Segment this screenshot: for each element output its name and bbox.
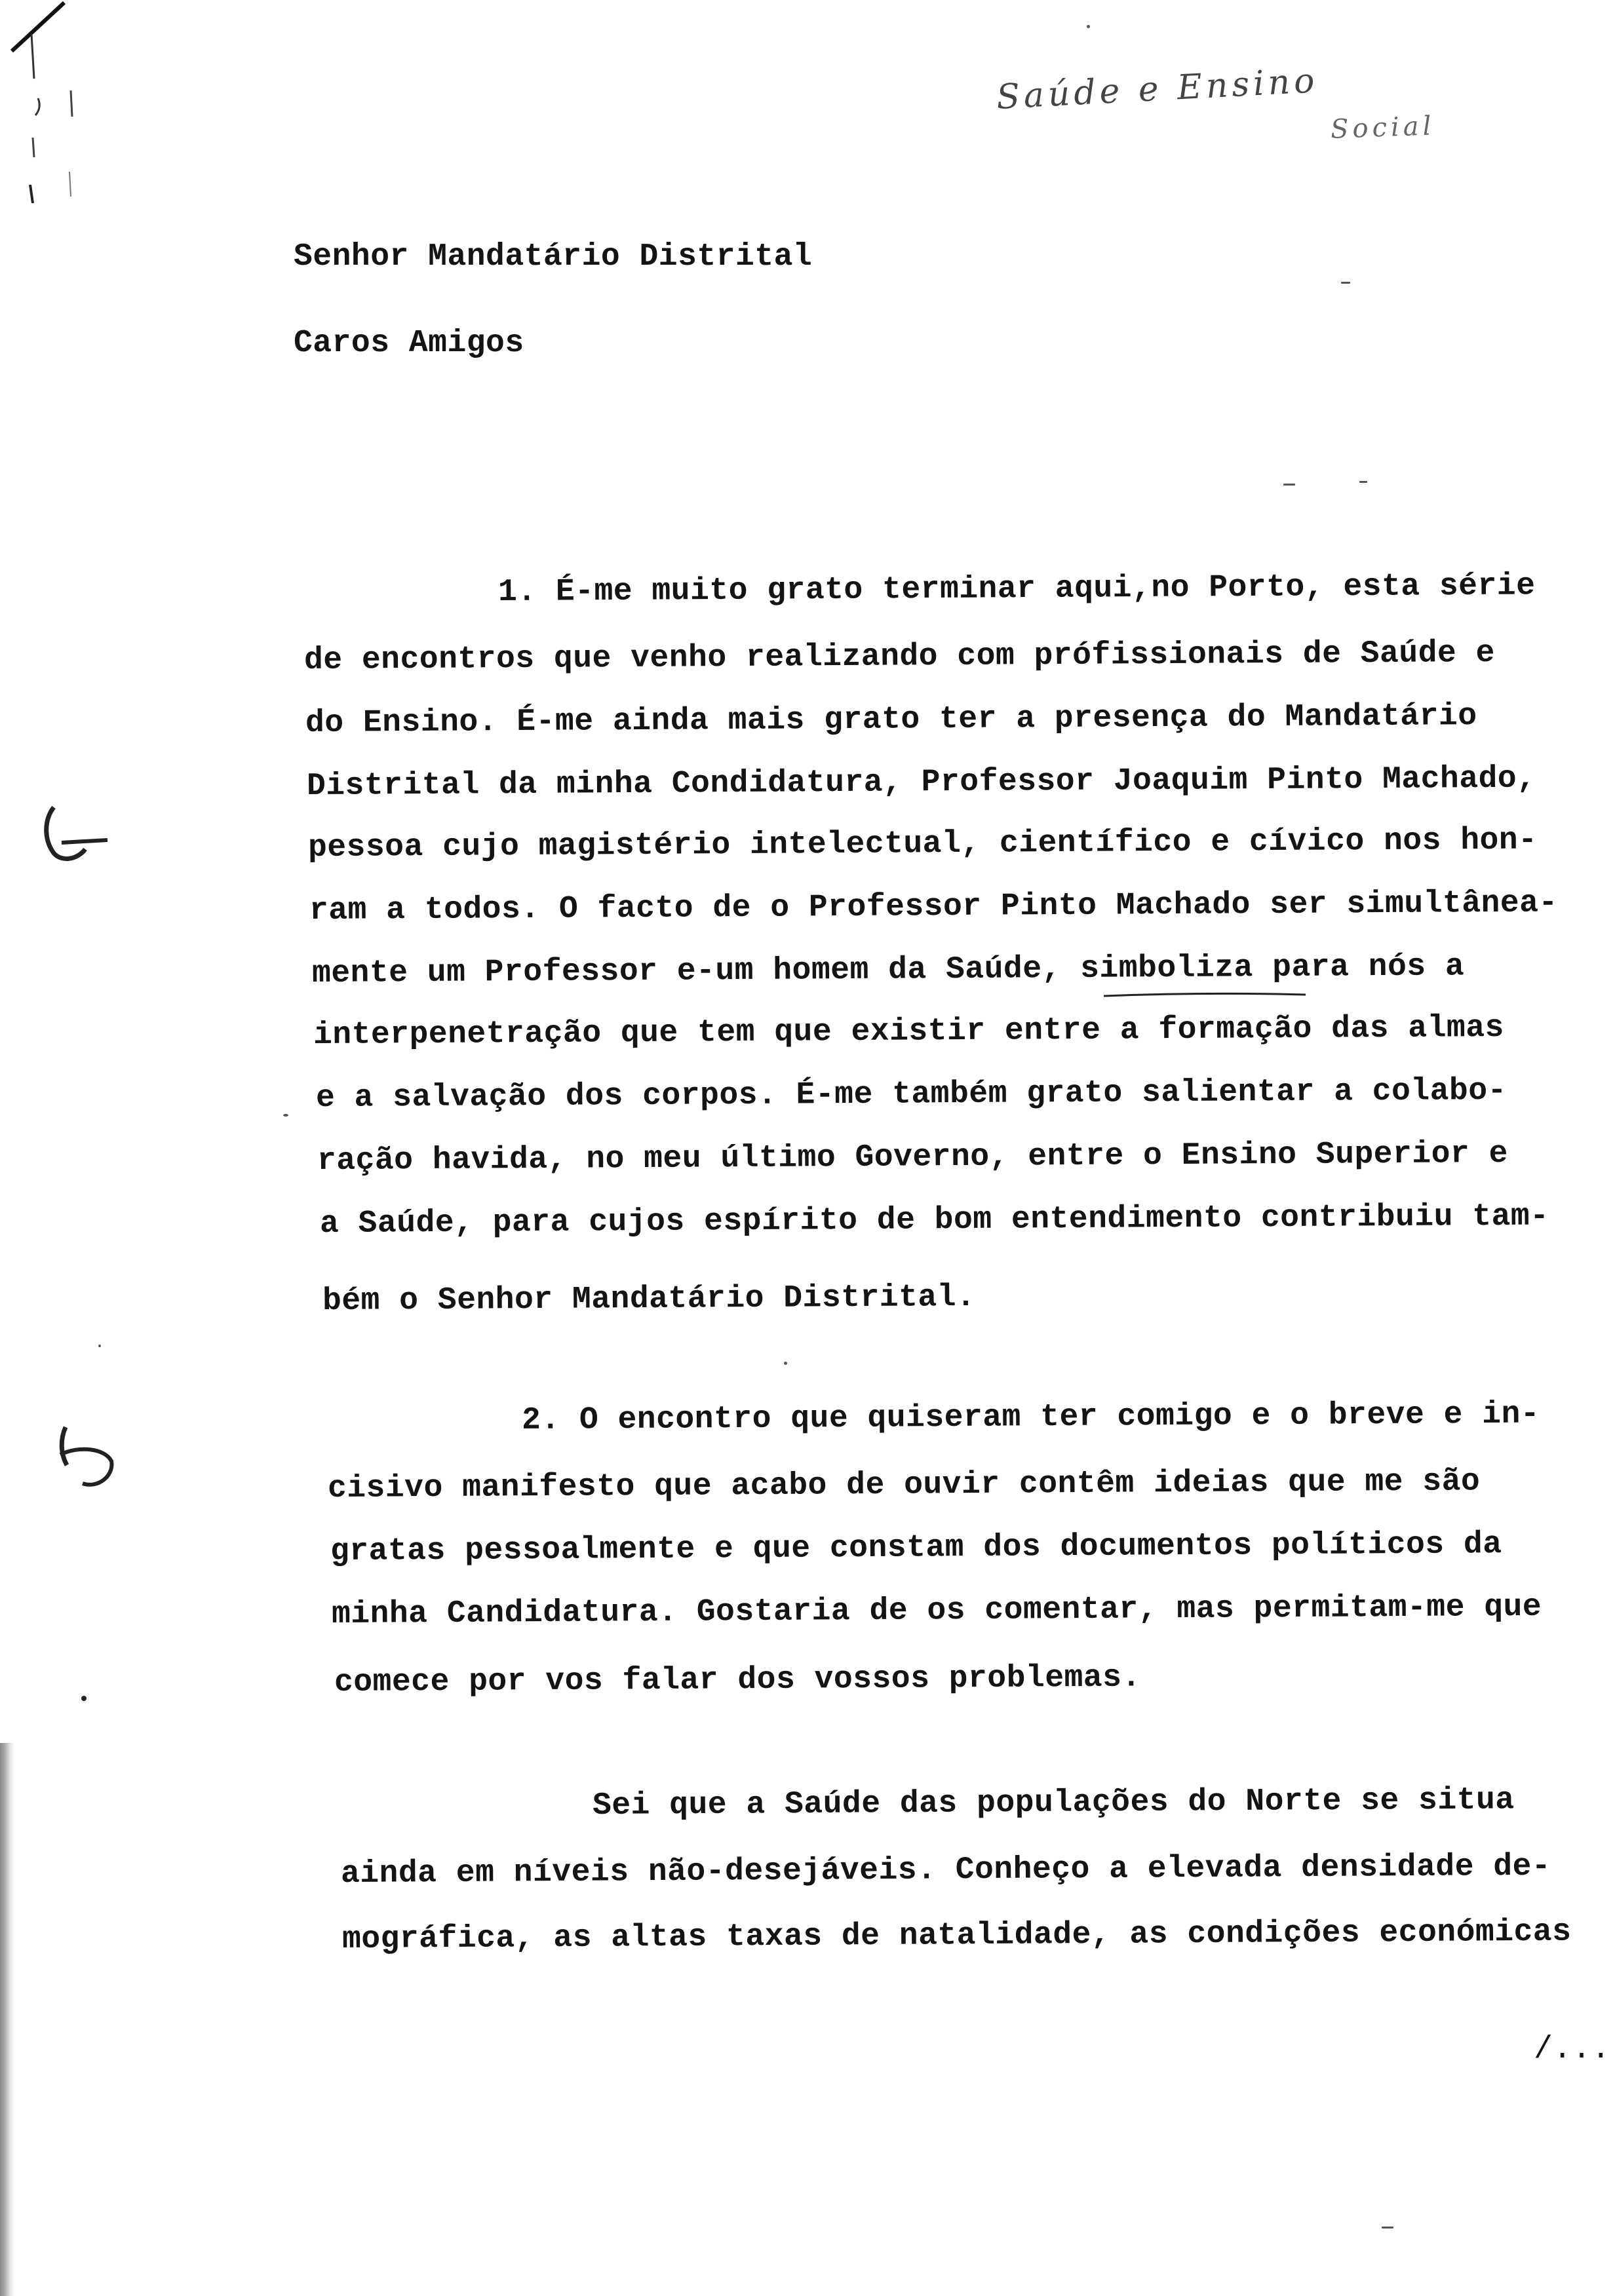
salutation-line-2: Caros Amigos [294, 326, 524, 361]
margin-hole-mark [39, 799, 118, 878]
scan-edge-shadow [0, 1743, 14, 2296]
paragraph-1-line: mente um Professor e-um homem da Saúde, simboliza para nós a [311, 949, 1465, 991]
paragraph-1-line: ram a todos. O facto de o Professor Pinto Machado ser simultânea- [309, 885, 1558, 928]
dust-speck [98, 1345, 101, 1347]
dust-speck [1382, 2227, 1393, 2229]
underline-mark [1101, 989, 1311, 1003]
dust-speck [1087, 25, 1090, 28]
dust-speck [1341, 282, 1350, 284]
margin-hole-mark [46, 1415, 125, 1501]
paragraph-1-line: pessoa cujo magistério intelectual, científico e cívico nos hon- [307, 822, 1538, 866]
salutation-line-1: Senhor Mandatário Distrital [294, 239, 813, 275]
paragraph-2-line: cisivo manifesto que acabo de ouvir contêm ideias que me são [327, 1464, 1481, 1506]
corner-stroke-mark [0, 0, 92, 210]
dust-speck [283, 1114, 288, 1117]
handwritten-note-line-2: Social [1330, 111, 1436, 145]
paragraph-1-line: a Saúde, para cujos espírito de bom entendimento contribuiu tam- [319, 1198, 1549, 1242]
dust-speck [1359, 481, 1367, 483]
paragraph-1-line: ração havida, no meu último Governo, entre o Ensino Superior e [317, 1136, 1509, 1179]
paragraph-1-line: 1. É-me muito grato terminar aqui,no Porto, esta série [497, 568, 1536, 610]
paragraph-1-line: interpenetração que tem que existir entre a formação das almas [313, 1010, 1505, 1053]
paragraph-2-line: gratas pessoalmente e que constam dos documentos políticos da [330, 1527, 1502, 1569]
dust-speck [1283, 484, 1295, 486]
paragraph-3-line: ainda em níveis não-desejáveis. Conheço a elevada densidade de- [340, 1848, 1551, 1892]
paragraph-1-line: e a salvação dos corpos. É-me também grato salientar a colabo- [315, 1073, 1508, 1116]
paragraph-1-line: bém o Senhor Mandatário Distrital. [322, 1279, 976, 1319]
paragraph-1-line: Distrital da minha Condidatura, Professor Joaquim Pinto Machado, [306, 761, 1536, 804]
paragraph-2-line: comece por vos falar dos vossos problemas. [334, 1660, 1141, 1700]
continuation-mark: /... [1534, 2032, 1611, 2067]
paragraph-3-line: Sei que a Saúde das populações do Norte se situa [592, 1782, 1515, 1824]
dust-speck [784, 1362, 787, 1365]
paragraph-2-line: 2. O encontro que quiseram ter comigo e o breve e in- [521, 1396, 1540, 1438]
paragraph-2-line: minha Candidatura. Gostaria de os comentar, mas permitam-me que [331, 1589, 1542, 1632]
dust-speck [81, 1696, 87, 1701]
handwritten-note-line-1: Saúde e Ensino [995, 61, 1319, 117]
paragraph-3-line: mográfica, as altas taxas de natalidade, as condições económicas [341, 1914, 1572, 1957]
paragraph-1-line: de encontros que venho realizando com prófissionais de Saúde e [303, 635, 1496, 678]
paragraph-1-line: do Ensino. É-me ainda mais grato ter a presença do Mandatário [305, 698, 1477, 741]
